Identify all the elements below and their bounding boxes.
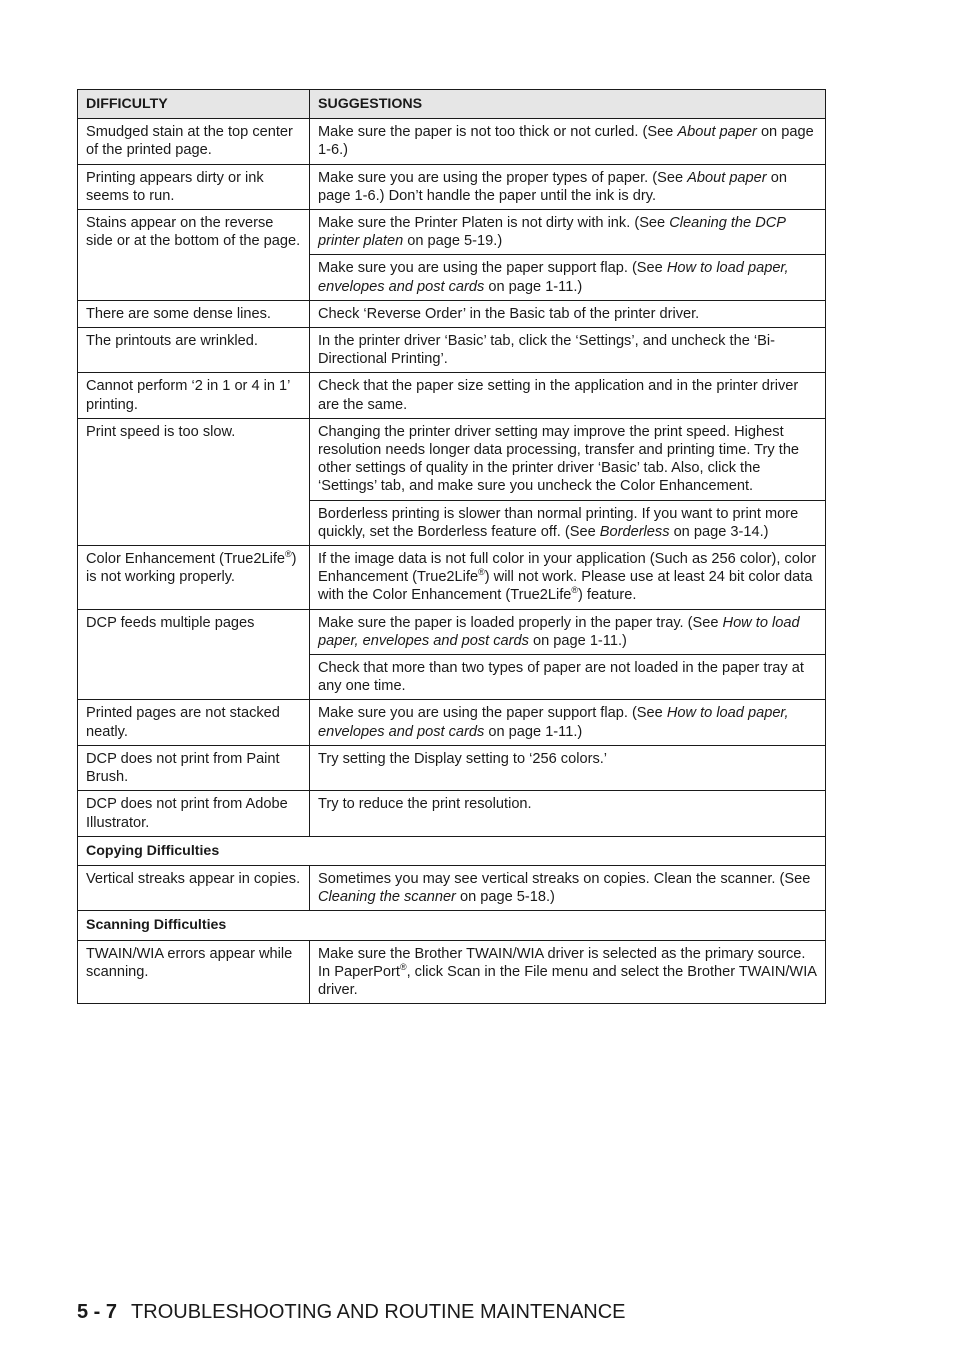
suggestion-cell: Make sure the paper is loaded properly in the paper tray. (See How to load paper, envelopes and post cards on page 1-11.) bbox=[310, 609, 826, 654]
page-footer bbox=[77, 1300, 626, 1324]
suggestion-cell: Make sure you are using the paper support flap. (See How to load paper, envelopes and post cards on page 1-11.) bbox=[310, 255, 826, 300]
difficulty-cell: There are some dense lines. bbox=[78, 300, 310, 327]
table-row bbox=[78, 745, 826, 790]
difficulty-cell: DCP does not print from Adobe Illustrator. bbox=[78, 791, 310, 836]
difficulty-cell: The printouts are wrinkled. bbox=[78, 328, 310, 373]
suggestion-cell: In the printer driver ‘Basic’ tab, click the ‘Settings’, and uncheck the ‘Bi-Directional Printing’. bbox=[310, 328, 826, 373]
section-title: Scanning Difficulties bbox=[78, 911, 826, 940]
suggestion-cell: Check ‘Reverse Order’ in the Basic tab of the printer driver. bbox=[310, 300, 826, 327]
table-row bbox=[78, 546, 826, 610]
section-header-copying bbox=[78, 836, 826, 865]
suggestion-cell: Make sure the paper is not too thick or not curled. (See About paper on page 1-6.) bbox=[310, 119, 826, 164]
suggestion-cell: Try setting the Display setting to ‘256 colors.’ bbox=[310, 745, 826, 790]
table-row bbox=[78, 700, 826, 745]
table-header-row bbox=[78, 90, 826, 119]
troubleshooting-table bbox=[77, 89, 826, 1004]
header-difficulty: DIFFICULTY bbox=[78, 90, 310, 119]
suggestion-cell: If the image data is not full color in your application (Such as 256 color), color Enhancement (True2Life®) will not work. Please use at least 24 bit color data with the Color Enhancement (True2Life®) feature. bbox=[310, 546, 826, 610]
difficulty-cell: DCP feeds multiple pages bbox=[78, 609, 310, 700]
table-row bbox=[78, 609, 826, 654]
cross-reference: About paper bbox=[687, 169, 767, 186]
difficulty-cell: Smudged stain at the top center of the printed page. bbox=[78, 119, 310, 164]
table-row bbox=[78, 119, 826, 164]
table-row bbox=[78, 373, 826, 418]
difficulty-cell: Vertical streaks appear in copies. bbox=[78, 865, 310, 910]
table-row bbox=[78, 300, 826, 327]
difficulty-cell: Printed pages are not stacked neatly. bbox=[78, 700, 310, 745]
suggestion-cell: Changing the printer driver setting may improve the print speed. Highest resolution needs longer data processing, transfer and printing time. Try the other settings of quality in the printer driver ‘Basic’ tab. Also, click the ‘Settings’ tab, and make sure you uncheck the Color Enhancement. bbox=[310, 418, 826, 500]
registered-mark: ® bbox=[478, 567, 485, 578]
chapter-title: TROUBLESHOOTING AND ROUTINE MAINTENANCE bbox=[131, 1301, 626, 1323]
table-row bbox=[78, 210, 826, 255]
suggestion-cell: Make sure you are using the proper types of paper. (See About paper on page 1-6.) Don’t handle the paper until the ink is dry. bbox=[310, 164, 826, 209]
registered-mark: ® bbox=[571, 585, 579, 596]
table-row bbox=[78, 328, 826, 373]
suggestion-cell: Borderless printing is slower than normal printing. If you want to print more quickly, set the Borderless feature off. (See Borderless on page 3-14.) bbox=[310, 500, 826, 545]
suggestion-cell: Sometimes you may see vertical streaks on copies. Clean the scanner. (See Cleaning the scanner on page 5-18.) bbox=[310, 865, 826, 910]
header-suggestions: SUGGESTIONS bbox=[310, 90, 826, 119]
cross-reference: How to load paper, envelopes and post cards bbox=[318, 705, 789, 740]
cross-reference: Cleaning the scanner bbox=[318, 889, 456, 906]
cross-reference: Borderless bbox=[599, 523, 670, 540]
page-number: 5 - 7 bbox=[77, 1301, 118, 1323]
table-row bbox=[78, 791, 826, 836]
suggestion-cell: Make sure the Brother TWAIN/WIA driver is selected as the primary source. In PaperPort®, click Scan in the File menu and select the Brother TWAIN/WIA driver. bbox=[310, 940, 826, 1004]
difficulty-cell: Printing appears dirty or ink seems to run. bbox=[78, 164, 310, 209]
difficulty-cell: Color Enhancement (True2Life®) is not working properly. bbox=[78, 546, 310, 610]
difficulty-cell: DCP does not print from Paint Brush. bbox=[78, 745, 310, 790]
table-row bbox=[78, 164, 826, 209]
cross-reference: Cleaning the DCP printer platen bbox=[318, 215, 786, 250]
table-row bbox=[78, 418, 826, 500]
difficulty-cell: TWAIN/WIA errors appear while scanning. bbox=[78, 940, 310, 1004]
cross-reference: About paper bbox=[677, 124, 757, 141]
suggestion-cell: Check that more than two types of paper are not loaded in the paper tray at any one time. bbox=[310, 655, 826, 700]
suggestion-cell: Check that the paper size setting in the application and in the printer driver are the same. bbox=[310, 373, 826, 418]
section-title: Copying Difficulties bbox=[78, 836, 826, 865]
section-header-scanning bbox=[78, 911, 826, 940]
suggestion-cell: Try to reduce the print resolution. bbox=[310, 791, 826, 836]
table-row bbox=[78, 940, 826, 1004]
registered-mark: ® bbox=[285, 549, 292, 560]
difficulty-cell: Stains appear on the reverse side or at the bottom of the page. bbox=[78, 210, 310, 301]
suggestion-cell: Make sure the Printer Platen is not dirty with ink. (See Cleaning the DCP printer platen on page 5-19.) bbox=[310, 210, 826, 255]
table-row bbox=[78, 865, 826, 910]
registered-mark: ® bbox=[399, 961, 407, 972]
cross-reference: How to load paper, envelopes and post cards bbox=[318, 614, 800, 649]
suggestion-cell: Make sure you are using the paper support flap. (See How to load paper, envelopes and post cards on page 1-11.) bbox=[310, 700, 826, 745]
difficulty-cell: Print speed is too slow. bbox=[78, 418, 310, 545]
cross-reference: How to load paper, envelopes and post cards bbox=[318, 260, 789, 295]
difficulty-cell: Cannot perform ‘2 in 1 or 4 in 1’ printing. bbox=[78, 373, 310, 418]
